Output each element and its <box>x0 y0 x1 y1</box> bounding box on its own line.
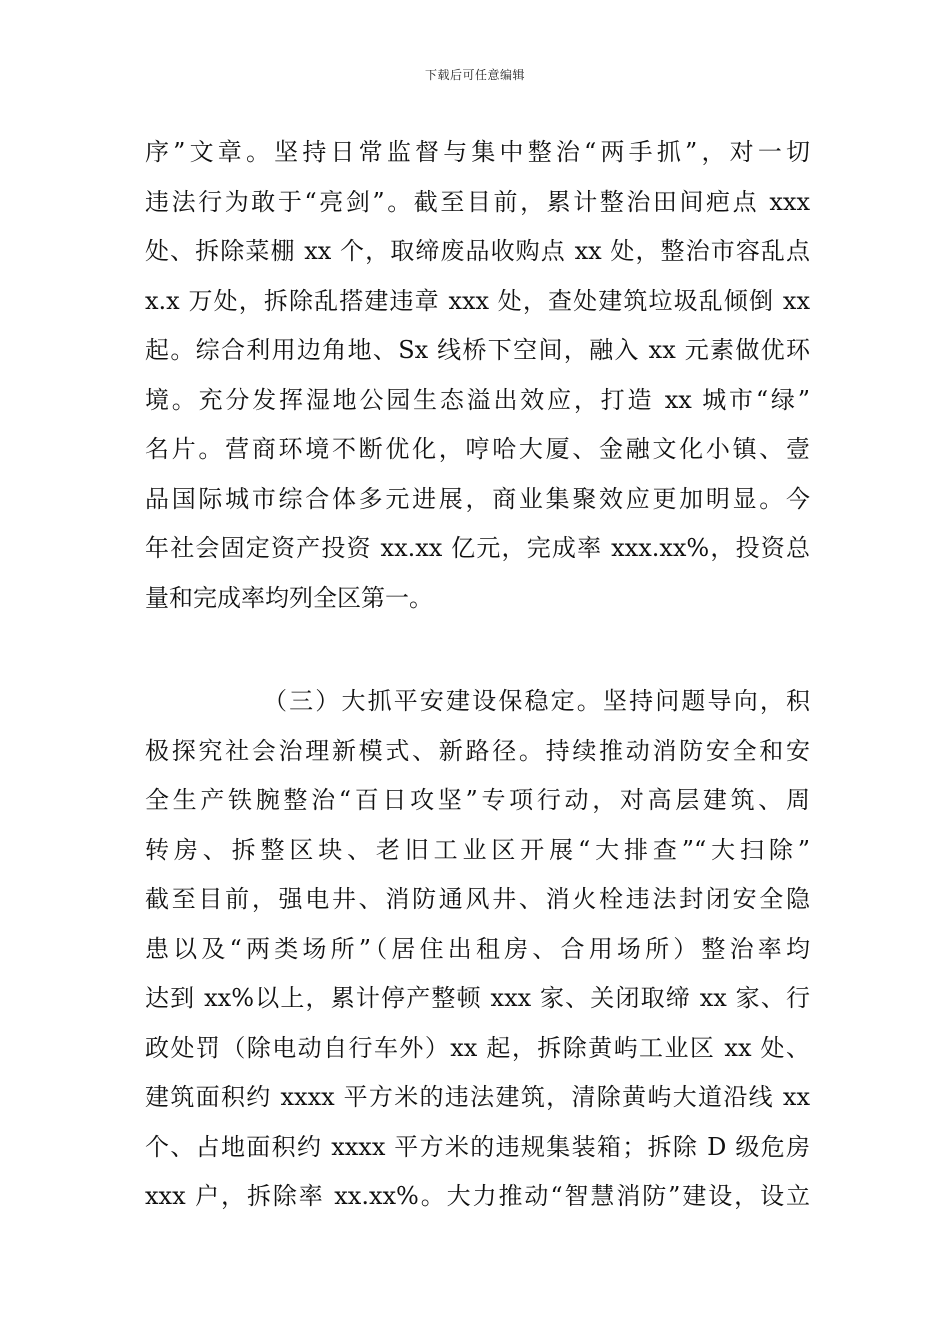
paragraph-line: 转房、拆整区块、老旧工业区开展“大排查”“大扫除” <box>145 835 810 864</box>
paragraph-line: 起。综合利用边角地、Sx 线桥下空间，融入 xx 元素做优环 <box>145 336 810 364</box>
page-header: 下载后可任意编辑 <box>424 68 525 82</box>
paragraph-line: 极探究社会治理新模式、新路径。持续推动消防安全和安 <box>145 736 810 765</box>
paragraph-line: 全生产铁腕整治“百日攻坚”专项行动，对高层建筑、周 <box>145 786 810 814</box>
paragraph-line: x.x 万处，拆除乱搭建违章 xxx 处，查处建筑垃圾乱倾倒 xx <box>145 286 810 315</box>
paragraph-line: 处、拆除菜棚 xx 个，取缔废品收购点 xx 处，整治市容乱点 <box>145 237 810 265</box>
paragraph-line: 年社会固定资产投资 xx.xx 亿元，完成率 xxx.xx%，投资总 <box>145 534 810 562</box>
paragraph-line: 截至目前，强电井、消防通风井、消火栓违法封闭安全隐 <box>145 885 810 913</box>
paragraph-line: 达到 xx%以上，累计停产整顿 xxx 家、关闭取缔 xx 家、行 <box>145 984 810 1012</box>
paragraph-line: 量和完成率均列全区第一。 <box>145 583 433 612</box>
paragraph-line: 违法行为敢于“亮剑”。截至目前，累计整治田间疤点 xxx <box>145 187 810 216</box>
paragraph-line: 境。充分发挥湿地公园生态溢出效应，打造 xx 城市“绿” <box>145 385 810 414</box>
paragraph-line: 患以及“两类场所”（居住出租房、合用场所）整治率均 <box>145 934 810 963</box>
paragraph-line: 政处罚（除电动自行车外）xx 起，拆除黄屿工业区 xx 处、 <box>145 1033 810 1062</box>
paragraph-line: xxx 户，拆除率 xx.xx%。大力推动“智慧消防”建设，设立 <box>145 1182 810 1210</box>
section-heading-line: （三）大抓平安建设保稳定。坚持问题导向，积 <box>263 687 810 715</box>
paragraph-line: 个、占地面积约 xxxx 平方米的违规集装箱；拆除 D 级危房 <box>145 1132 810 1161</box>
paragraph-line: 名片。营商环境不断优化，哼哈大厦、金融文化小镇、壹 <box>145 435 810 463</box>
paragraph-line: 建筑面积约 xxxx 平方米的违法建筑，清除黄屿大道沿线 xx <box>145 1083 810 1111</box>
paragraph-line: 序”文章。坚持日常监督与集中整治“两手抓”，对一切 <box>145 138 810 166</box>
paragraph-line: 品国际城市综合体多元进展，商业集聚效应更加明显。今 <box>145 484 810 513</box>
paragraph-2 <box>145 677 810 1222</box>
paragraph-1 <box>145 128 810 623</box>
